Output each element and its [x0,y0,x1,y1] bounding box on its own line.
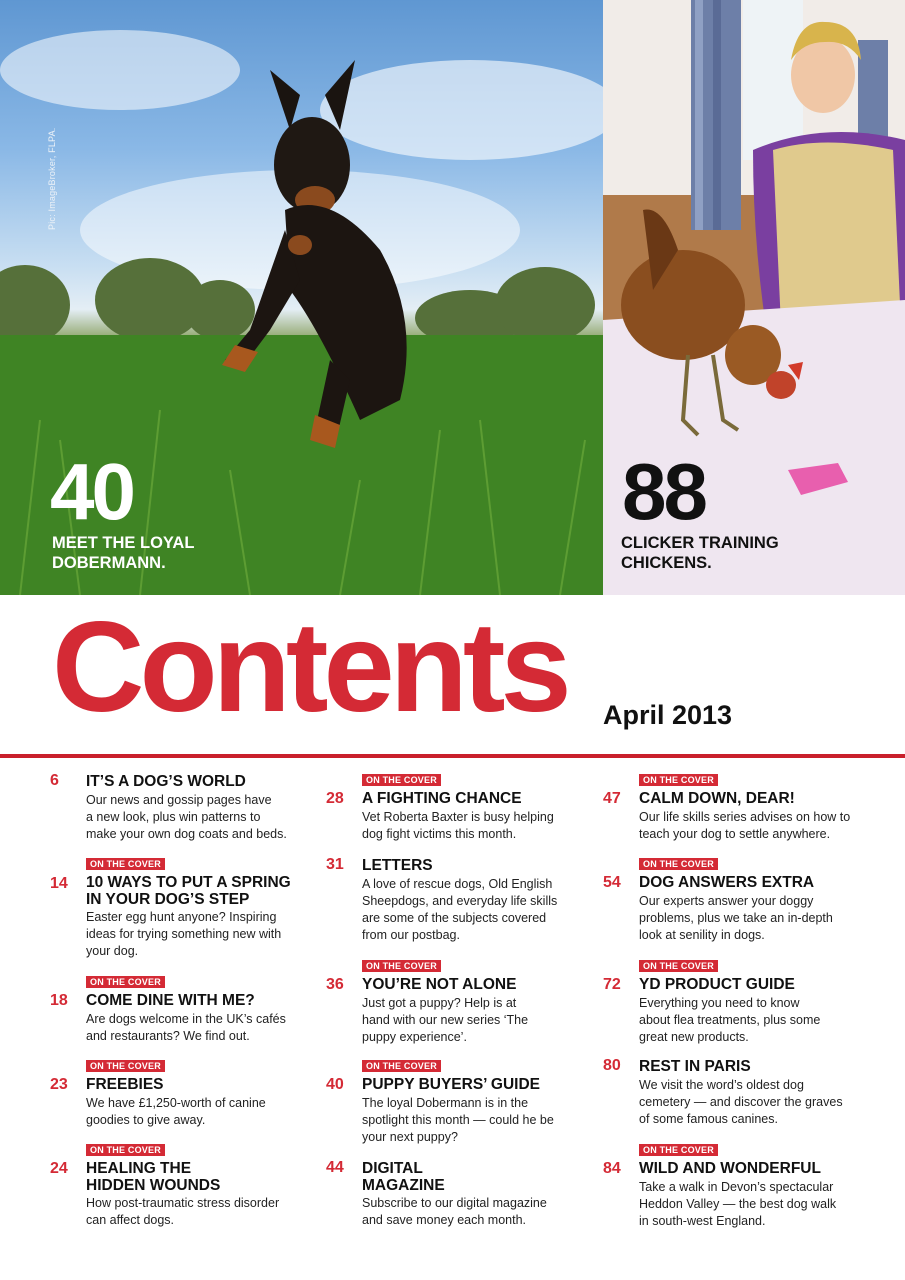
entry-description: How post-traumatic stress disorder can affect dogs. [86,1196,280,1227]
entry-title: FREEBIES [86,1076,164,1093]
issue-date: April 2013 [603,700,733,730]
on-the-cover-badge: ON THE COVER [362,774,441,786]
on-the-cover-badge: ON THE COVER [639,1144,718,1156]
entry-description: Vet Roberta Baxter is busy helping dog fight victims this month. [362,810,554,841]
entry-title: YD PRODUCT GUIDE [639,976,795,993]
entry-page-number: 14 [50,875,68,892]
entry-title: DIGITAL MAGAZINE [362,1160,445,1194]
caption-line: CLICKER TRAINING [621,534,779,552]
entry-description: Our news and gossip pages have a new look, plus win patterns to make your own dog coats and beds. [86,793,287,841]
entry-page-number: 54 [603,874,621,891]
entry-description: Everything you need to know about flea treatments, plus some great new products. [639,996,821,1044]
entry-description: The loyal Dobermann is in the spotlight this month — could he be your next puppy? [362,1096,554,1144]
entry-title: DOG ANSWERS EXTRA [639,874,815,891]
feature-page-number: 88 [622,447,705,536]
entry-description: Are dogs welcome in the UK’s cafés and restaurants? We find out. [86,1012,286,1043]
page-title: Contents [52,596,567,739]
entry-page-number: 6 [50,772,59,789]
entry-title: WILD AND WONDERFUL [639,1160,821,1177]
caption-line: DOBERMANN. [52,554,166,572]
entry-page-number: 18 [50,992,68,1009]
entry-page-number: 40 [326,1076,344,1093]
entry-page-number: 28 [326,790,344,807]
entry-page-number: 31 [326,856,344,873]
entry-page-number: 23 [50,1076,68,1093]
divider [0,754,905,758]
entry-description: We have £1,250-worth of canine goodies to give away. [86,1096,266,1127]
photo-credit: Pic: ImageBroker, FLPA. [47,127,57,230]
on-the-cover-badge: ON THE COVER [86,858,165,870]
on-the-cover-badge: ON THE COVER [86,1144,165,1156]
caption-line: CHICKENS. [621,554,712,572]
entry-title: PUPPY BUYERS’ GUIDE [362,1076,541,1093]
dobermann-photo [0,0,603,595]
entry-description: A love of rescue dogs, Old English Sheepdogs, and everyday life skills are some of the subjects covered from our postbag. [362,877,558,942]
entry-page-number: 24 [50,1160,68,1177]
on-the-cover-badge: ON THE COVER [639,774,718,786]
entry-description: Just got a puppy? Help is at hand with our new series ‘The puppy experience’. [362,996,529,1044]
entry-page-number: 72 [603,976,621,993]
on-the-cover-badge: ON THE COVER [362,960,441,972]
on-the-cover-badge: ON THE COVER [86,976,165,988]
caption-line: MEET THE LOYAL [52,534,195,552]
on-the-cover-badge: ON THE COVER [86,1060,165,1072]
entry-title: 10 WAYS TO PUT A SPRING IN YOUR DOG’S STEP [86,874,291,908]
entry-page-number: 80 [603,1057,621,1074]
entry-page-number: 44 [326,1159,344,1176]
entry-page-number: 47 [603,790,621,807]
entry-description: We visit the word’s oldest dog cemetery — and discover the graves of some famous canines. [639,1078,843,1126]
chicken-photo [603,0,905,595]
entry-title: YOU’RE NOT ALONE [362,976,517,993]
entry-description: Subscribe to our digital magazine and save money each month. [362,1196,547,1227]
on-the-cover-badge: ON THE COVER [639,858,718,870]
entry-page-number: 36 [326,976,344,993]
entry-title: HEALING THE HIDDEN WOUNDS [86,1160,221,1194]
entry-title: A FIGHTING CHANCE [362,790,522,807]
entry-description: Our experts answer your doggy problems, plus we take an in-depth look at senility in dogs. [639,894,833,942]
feature-caption [621,533,821,573]
on-the-cover-badge: ON THE COVER [639,960,718,972]
entry-description: Take a walk in Devon’s spectacular Heddon Valley — the best dog walk in south-west England. [639,1180,837,1228]
entry-page-number: 84 [603,1160,621,1177]
on-the-cover-badge: ON THE COVER [362,1060,441,1072]
entry-title: CALM DOWN, DEAR! [639,790,795,807]
entry-title: COME DINE WITH ME? [86,992,255,1009]
entry-title: IT’S A DOG’S WORLD [86,773,246,790]
feature-page-number: 40 [50,447,133,536]
entry-description: Easter egg hunt anyone? Inspiring ideas for trying something new with your dog. [86,910,282,958]
entry-title: LETTERS [362,857,433,874]
feature-caption [52,533,252,573]
entry-title: REST IN PARIS [639,1058,751,1075]
entry-description: Our life skills series advises on how to teach your dog to settle anywhere. [639,810,851,841]
